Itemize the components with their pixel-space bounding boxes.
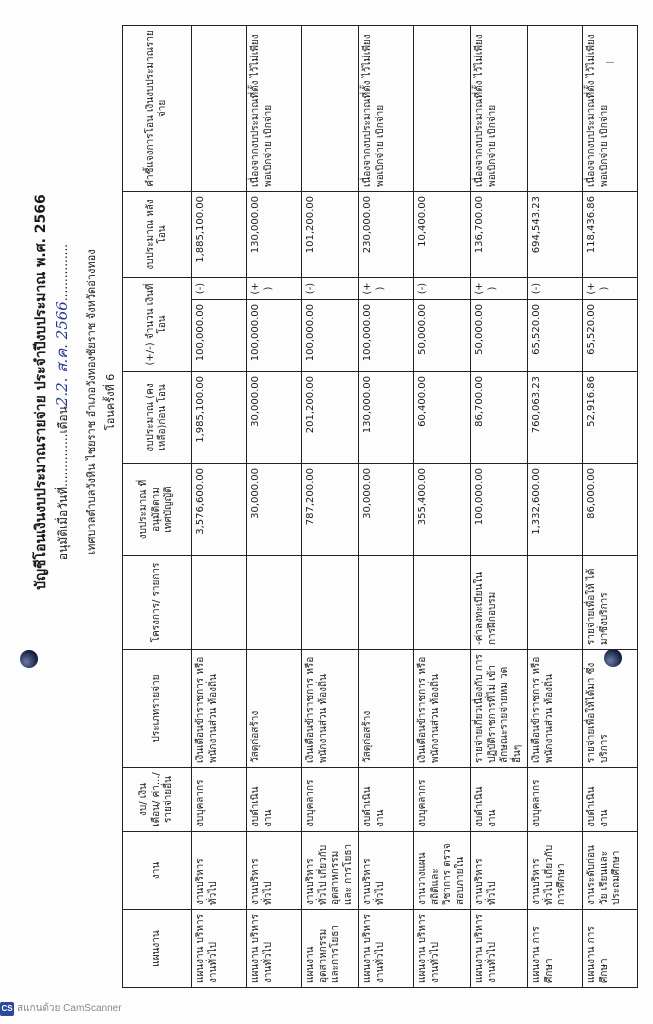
cell-work: งานบริหารทั่วไป <box>192 832 247 910</box>
table-row <box>471 25 528 987</box>
cell-expense-type: รายจ่ายเกี่ยวเนื่องกับ การปฏิบัติราชการที่ไม่ เข้าลักษณะรายจ่ายหม วดอื่นๆ <box>471 650 528 768</box>
cell-after-transfer: 118,436.86 <box>583 191 638 277</box>
cell-work: งานบริหารทั่วไป <box>471 832 528 910</box>
cell-after-transfer: 1,885,100.00 <box>192 191 247 277</box>
column-header: งบ/ เงินเดือน/ ค่า.../ รายจ่ายอื่น <box>123 768 192 832</box>
cell-transfer-note <box>528 25 583 191</box>
cell-budget-category: งบบุคลากร <box>192 768 247 832</box>
cell-budget-category: งบบุคลากร <box>528 768 583 832</box>
cell-approved-amount: 355,400.00 <box>414 464 471 556</box>
transfer-number: โอนครั้งที่ 6 <box>104 373 117 431</box>
cell-after-transfer: 694,543.23 <box>528 191 583 277</box>
cell-transfer-amount: 65,520.00 <box>583 300 638 372</box>
cell-project <box>359 556 414 650</box>
column-header: งบประมาณ หลังโอน <box>123 191 192 277</box>
cell-transfer-note: เนื่องจากงบประมาณที่ตั้ง ไว้ไม่เพียงพอเบิกจ่าย เบิกจ่าย <box>583 25 638 191</box>
cell-approved-amount: 100,000.00 <box>471 464 528 556</box>
cell-before-transfer: 30,000.00 <box>247 372 302 464</box>
cell-budget-category: งบดำเนินงาน <box>247 768 302 832</box>
cell-plan: แผนงาน อุตสาหกรรม และการโยธา <box>302 910 359 988</box>
cell-project: รายจ่ายเพื่อให้ ได้มาซึ่งบริการ <box>583 556 638 650</box>
cell-budget-category: งบบุคลากร <box>302 768 359 832</box>
cell-approved-amount: 30,000.00 <box>359 464 414 556</box>
cell-project <box>414 556 471 650</box>
cell-project <box>247 556 302 650</box>
cell-expense-type: รายจ่ายเพื่อให้ได้มา ซึ่งบริการ <box>583 650 638 768</box>
cell-transfer-sign: (+) <box>359 277 414 299</box>
column-header: งบประมาณ (คงเหลือ)ก่อน โอน <box>123 372 192 464</box>
cell-plan: แผนงาน บริหารงานทั่วไป <box>192 910 247 988</box>
cell-work: งานบริหารทั่วไป <box>247 832 302 910</box>
cell-transfer-sign: (+) <box>583 277 638 299</box>
cell-budget-category: งบดำเนินงาน <box>471 768 528 832</box>
cell-budget-category: งบดำเนินงาน <box>583 768 638 832</box>
cell-before-transfer: 52,916.86 <box>583 372 638 464</box>
cell-plan: แผนงาน บริหารงานทั่วไป <box>247 910 302 988</box>
cell-transfer-amount: 65,520.00 <box>528 300 583 372</box>
cell-plan: แผนงาน การศึกษา <box>583 910 638 988</box>
cell-transfer-note: เนื่องจากงบประมาณที่ตั้ง ไว้ไม่เพียงพอเบิกจ่าย เบิกจ่าย <box>471 25 528 191</box>
cell-transfer-note <box>414 25 471 191</box>
column-header: งบประมาณ ที่อนุมัติตาม เทศบัญญัติ <box>123 464 192 556</box>
cell-budget-category: งบดำเนินงาน <box>359 768 414 832</box>
cell-transfer-sign: (-) <box>528 277 583 299</box>
cell-approved-amount: 787,200.00 <box>302 464 359 556</box>
cell-plan: แผนงาน การศึกษา <box>528 910 583 988</box>
cell-plan: แผนงาน บริหารงานทั่วไป <box>414 910 471 988</box>
cell-expense-type: เงินเดือนข้าราชการ หรือพนักงานส่วน ท้องถิ่น <box>414 650 471 768</box>
approval-handwritten-date: 2.2. ส.ค. 2566 <box>53 301 71 407</box>
approval-prefix: อนุมัติเมื่อวันที่..............เดือน <box>56 406 70 561</box>
cell-expense-type: วัสดุก่อสร้าง <box>359 650 414 768</box>
cell-after-transfer: 10,400.00 <box>414 191 471 277</box>
cell-after-transfer: 230,000.00 <box>359 191 414 277</box>
cell-after-transfer: 136,700.00 <box>471 191 528 277</box>
cell-before-transfer: 86,700.00 <box>471 372 528 464</box>
table-row <box>247 25 302 987</box>
cell-approved-amount: 3,576,600.00 <box>192 464 247 556</box>
cell-project: -ค่าลงทะเบียนใน การฝึกอบรม <box>471 556 528 650</box>
cell-transfer-amount: 50,000.00 <box>414 300 471 372</box>
cell-after-transfer: 130,000.00 <box>247 191 302 277</box>
approval-suffix: ............... <box>56 243 70 302</box>
cell-after-transfer: 101,200.00 <box>302 191 359 277</box>
cell-transfer-sign: (+) <box>471 277 528 299</box>
cell-work: งานบริหารทั่วไป <box>359 832 414 910</box>
cell-expense-type: เงินเดือนข้าราชการ หรือพนักงานส่วน ท้องถิ่น <box>192 650 247 768</box>
cell-project <box>302 556 359 650</box>
cell-expense-type: เงินเดือนข้าราชการ หรือพนักงานส่วน ท้องถิ่น <box>302 650 359 768</box>
cell-transfer-sign: (-) <box>192 277 247 299</box>
cell-project <box>192 556 247 650</box>
cell-before-transfer: 130,000.00 <box>359 372 414 464</box>
cell-approved-amount: 1,332,600.00 <box>528 464 583 556</box>
table-header-row <box>123 25 192 987</box>
cell-transfer-sign: (-) <box>302 277 359 299</box>
table-row <box>192 25 247 987</box>
cell-approved-amount: 30,000.00 <box>247 464 302 556</box>
table-row <box>302 25 359 987</box>
scanner-text: สแกนด้วย CamScanner <box>17 1003 122 1014</box>
cell-before-transfer: 60,400.00 <box>414 372 471 464</box>
cell-transfer-amount: 100,000.00 <box>247 300 302 372</box>
cell-transfer-amount: 100,000.00 <box>359 300 414 372</box>
column-header: (+/-) จำนวน เงินที่โอน <box>123 277 192 371</box>
cell-work: งานบริหารทั่วไป เกี่ยวกับ อุตสาหกรรมและ การโยธา <box>302 832 359 910</box>
table-row <box>583 25 638 987</box>
column-header: โครงการ/ รายการ <box>123 556 192 650</box>
cell-project <box>528 556 583 650</box>
cell-transfer-amount: 100,000.00 <box>192 300 247 372</box>
cell-expense-type: เงินเดือนข้าราชการ หรือพนักงานส่วน ท้องถิ่น <box>528 650 583 768</box>
cell-work: งานบริหารทั่วไป เกี่ยวกับการศึกษา <box>528 832 583 910</box>
cell-transfer-note: เนื่องจากงบประมาณที่ตั้ง ไว้ไม่เพียงพอเบิกจ่าย เบิกจ่าย <box>247 25 302 191</box>
scan-artifact <box>606 62 614 63</box>
table-row <box>414 25 471 987</box>
cell-transfer-note <box>302 25 359 191</box>
cell-budget-category: งบบุคลากร <box>414 768 471 832</box>
column-header: ประเภทรายจ่าย <box>123 650 192 768</box>
approval-line <box>50 0 74 914</box>
cell-approved-amount: 86,000.00 <box>583 464 638 556</box>
cell-transfer-sign: (+) <box>247 277 302 299</box>
document-title: บัญชีโอนเงินงบประมาณรายจ่าย ประจำปีงบประมาณ พ.ศ. 2566 <box>33 194 49 590</box>
organization-name: เทศบาลตำบลวังหิน ไชยราช อำเภอวังทองชัยราช จังหวัดอ่างทอง <box>85 249 98 555</box>
cell-work: งานระดับก่อนวัย เรียนและ ประถมศึกษา <box>583 832 638 910</box>
cell-before-transfer: 1,985,100.00 <box>192 372 247 464</box>
cell-before-transfer: 201,200.00 <box>302 372 359 464</box>
camscanner-logo: CS <box>0 1002 14 1016</box>
budget-transfer-table <box>122 25 638 988</box>
cell-plan: แผนงาน บริหารงานทั่วไป <box>471 910 528 988</box>
table-row <box>359 25 414 987</box>
table-row <box>528 25 583 987</box>
cell-transfer-note: เนื่องจากงบประมาณที่ตั้ง ไว้ไม่เพียงพอเบิกจ่าย เบิกจ่าย <box>359 25 414 191</box>
cell-plan: แผนงาน บริหารงานทั่วไป <box>359 910 414 988</box>
cell-before-transfer: 760,063.23 <box>528 372 583 464</box>
cell-transfer-note <box>192 25 247 191</box>
cell-work: งานวางแผน สถิติและวิชาการ ตรวจสอบภายใน <box>414 832 471 910</box>
column-header: คำชี้แจงการโอน เงินงบประมาณรายจ่าย <box>123 25 192 191</box>
scanner-watermark <box>0 1001 122 1016</box>
cell-transfer-sign: (-) <box>414 277 471 299</box>
cell-expense-type: วัสดุก่อสร้าง <box>247 650 302 768</box>
cell-transfer-amount: 100,000.00 <box>302 300 359 372</box>
cell-transfer-amount: 50,000.00 <box>471 300 528 372</box>
column-header: งาน <box>123 832 192 910</box>
column-header: แผนงาน <box>123 910 192 988</box>
